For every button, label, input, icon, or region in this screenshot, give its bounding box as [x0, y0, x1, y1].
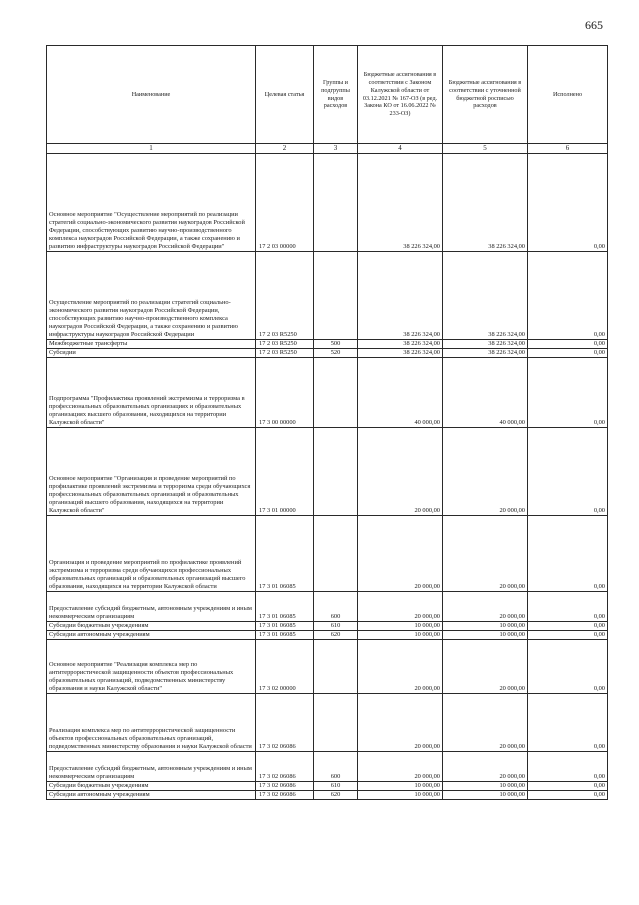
row-executed-amount: 0,00 [528, 782, 608, 791]
table-row [47, 622, 608, 631]
row-executed-amount: 0,00 [528, 694, 608, 752]
row-law-amount: 38 226 324,00 [358, 252, 443, 340]
row-law-amount: 20 000,00 [358, 592, 443, 622]
row-law-amount: 38 226 324,00 [358, 349, 443, 358]
budget-table [46, 45, 608, 800]
row-executed-amount: 0,00 [528, 252, 608, 340]
row-expense-type [314, 252, 358, 340]
row-plan-amount: 38 226 324,00 [443, 340, 528, 349]
row-plan-amount: 38 226 324,00 [443, 252, 528, 340]
row-law-amount: 10 000,00 [358, 622, 443, 631]
row-law-amount: 20 000,00 [358, 428, 443, 516]
row-name: Основное мероприятие "Осуществление мероприятий по реализации стратегий социально-экономического развития наукоградов Российской Федерации, способствующих развитию научно-производственного комплекса наукоградов Российской Федерации, а также сохранению и развитию инфраструктуры наукоградов Российской Федерации" [47, 154, 256, 252]
row-expense-type: 500 [314, 340, 358, 349]
row-law-amount: 20 000,00 [358, 640, 443, 694]
row-law-amount: 20 000,00 [358, 516, 443, 592]
table-row [47, 340, 608, 349]
row-plan-amount: 20 000,00 [443, 592, 528, 622]
row-plan-amount: 38 226 324,00 [443, 349, 528, 358]
row-plan-amount: 20 000,00 [443, 516, 528, 592]
table-row [47, 752, 608, 782]
table-row [47, 358, 608, 428]
row-target-article: 17 3 01 06085 [256, 622, 314, 631]
row-name: Субсидии автономным учреждениям [47, 631, 256, 640]
row-executed-amount: 0,00 [528, 349, 608, 358]
row-expense-type [314, 640, 358, 694]
table-row [47, 592, 608, 622]
row-target-article: 17 3 01 06085 [256, 631, 314, 640]
row-name: Субсидии бюджетным учреждениям [47, 622, 256, 631]
row-target-article: 17 3 02 06086 [256, 752, 314, 782]
row-expense-type: 520 [314, 349, 358, 358]
table-row [47, 428, 608, 516]
column-number: 2 [256, 144, 314, 154]
row-target-article: 17 2 03 R5250 [256, 349, 314, 358]
row-name: Предоставление субсидий бюджетным, автономным учреждениям и иным некоммерческим организациям [47, 752, 256, 782]
table-row [47, 349, 608, 358]
row-name: Субсидии автономным учреждениям [47, 791, 256, 800]
row-executed-amount: 0,00 [528, 340, 608, 349]
row-target-article: 17 3 01 00000 [256, 428, 314, 516]
row-expense-type: 600 [314, 592, 358, 622]
row-plan-amount: 10 000,00 [443, 622, 528, 631]
table-row [47, 640, 608, 694]
row-law-amount: 38 226 324,00 [358, 154, 443, 252]
row-expense-type [314, 358, 358, 428]
row-executed-amount: 0,00 [528, 640, 608, 694]
row-plan-amount: 10 000,00 [443, 791, 528, 800]
row-executed-amount: 0,00 [528, 154, 608, 252]
row-name: Организация и проведение мероприятий по профилактике проявлений экстремизма и терроризма среди обучающихся профессиональных образовательных организаций и образовательных организаций высшего образования, находящихся на территории Калужской области [47, 516, 256, 592]
row-target-article: 17 3 02 06086 [256, 694, 314, 752]
row-executed-amount: 0,00 [528, 622, 608, 631]
row-law-amount: 20 000,00 [358, 694, 443, 752]
row-law-amount: 40 000,00 [358, 358, 443, 428]
row-name: Основное мероприятие "Организация и проведение мероприятий по профилактике проявлений экстремизма и терроризма среди обучающихся профессиональных образовательных организаций и образовательных организаций высшего образования, находящихся на территории Калужской области" [47, 428, 256, 516]
table-row [47, 782, 608, 791]
table-row [47, 516, 608, 592]
row-plan-amount: 10 000,00 [443, 631, 528, 640]
column-number: 1 [47, 144, 256, 154]
row-executed-amount: 0,00 [528, 752, 608, 782]
row-law-amount: 38 226 324,00 [358, 340, 443, 349]
row-expense-type: 610 [314, 782, 358, 791]
row-plan-amount: 40 000,00 [443, 358, 528, 428]
table-row [47, 791, 608, 800]
row-target-article: 17 2 03 00000 [256, 154, 314, 252]
row-expense-type: 620 [314, 631, 358, 640]
column-number: 6 [528, 144, 608, 154]
row-plan-amount: 38 226 324,00 [443, 154, 528, 252]
row-name: Межбюджетные трансферты [47, 340, 256, 349]
column-number: 5 [443, 144, 528, 154]
header-refined-allocations: Бюджетные ассигнования в соответствии с уточненной бюджетной росписью расходов [443, 46, 528, 144]
row-target-article: 17 2 03 R5250 [256, 340, 314, 349]
header-row [47, 46, 608, 144]
row-plan-amount: 20 000,00 [443, 694, 528, 752]
row-name: Субсидии бюджетным учреждениям [47, 782, 256, 791]
row-name: Субсидии [47, 349, 256, 358]
row-target-article: 17 2 03 R5250 [256, 252, 314, 340]
row-name: Реализация комплекса мер по антитеррористической защищенности объектов профессиональных образовательных организаций, подведомственных министерству образования и науки Калужской области [47, 694, 256, 752]
row-name: Основное мероприятие "Реализация комплекса мер по антитеррористической защищенности объектов профессиональных образовательных организаций, подведомственных министерству образования и науки Калужской области" [47, 640, 256, 694]
row-plan-amount: 20 000,00 [443, 640, 528, 694]
row-expense-type: 600 [314, 752, 358, 782]
row-executed-amount: 0,00 [528, 428, 608, 516]
page-number: 665 [585, 18, 603, 32]
table-row [47, 252, 608, 340]
row-law-amount: 10 000,00 [358, 782, 443, 791]
row-executed-amount: 0,00 [528, 631, 608, 640]
row-executed-amount: 0,00 [528, 592, 608, 622]
row-plan-amount: 20 000,00 [443, 428, 528, 516]
row-executed-amount: 0,00 [528, 791, 608, 800]
row-law-amount: 10 000,00 [358, 791, 443, 800]
row-target-article: 17 3 00 00000 [256, 358, 314, 428]
row-executed-amount: 0,00 [528, 358, 608, 428]
table-row [47, 154, 608, 252]
row-target-article: 17 3 02 00000 [256, 640, 314, 694]
row-expense-type: 620 [314, 791, 358, 800]
column-number-row [47, 144, 608, 154]
row-expense-type [314, 516, 358, 592]
row-name: Подпрограмма "Профилактика проявлений экстремизма и терроризма в профессиональных образовательных организациях и образовательных организациях высшего образования, находящихся на территории Калужской области" [47, 358, 256, 428]
row-plan-amount: 20 000,00 [443, 752, 528, 782]
row-target-article: 17 3 01 06085 [256, 592, 314, 622]
row-target-article: 17 3 02 06086 [256, 791, 314, 800]
table-row [47, 694, 608, 752]
row-name: Осуществление мероприятий по реализации стратегий социально-экономического развития наукоградов Российской Федерации, способствующих развитию научно-производственного комплекса наукоградов Российской Федерации, а также сохранению и развитию инфраструктуры наукоградов Российской Федерации [47, 252, 256, 340]
header-law-allocations: Бюджетные ассигнования в соответствии с Законом Калужской области от 03.12.2021 № 167-ОЗ (в ред. Закона КО от 16.06.2022 № 233-ОЗ) [358, 46, 443, 144]
row-expense-type [314, 154, 358, 252]
row-executed-amount: 0,00 [528, 516, 608, 592]
row-expense-type [314, 428, 358, 516]
row-expense-type: 610 [314, 622, 358, 631]
row-target-article: 17 3 02 06086 [256, 782, 314, 791]
row-target-article: 17 3 01 06085 [256, 516, 314, 592]
header-name: Наименование [47, 46, 256, 144]
row-law-amount: 20 000,00 [358, 752, 443, 782]
row-name: Предоставление субсидий бюджетным, автономным учреждениям и иным некоммерческим организациям [47, 592, 256, 622]
column-number: 3 [314, 144, 358, 154]
row-law-amount: 10 000,00 [358, 631, 443, 640]
row-expense-type [314, 694, 358, 752]
column-number: 4 [358, 144, 443, 154]
header-expense-groups: Группы и подгруппы видов расходов [314, 46, 358, 144]
header-executed: Исполнено [528, 46, 608, 144]
header-target-article: Целевая статья [256, 46, 314, 144]
table-row [47, 631, 608, 640]
row-plan-amount: 10 000,00 [443, 782, 528, 791]
